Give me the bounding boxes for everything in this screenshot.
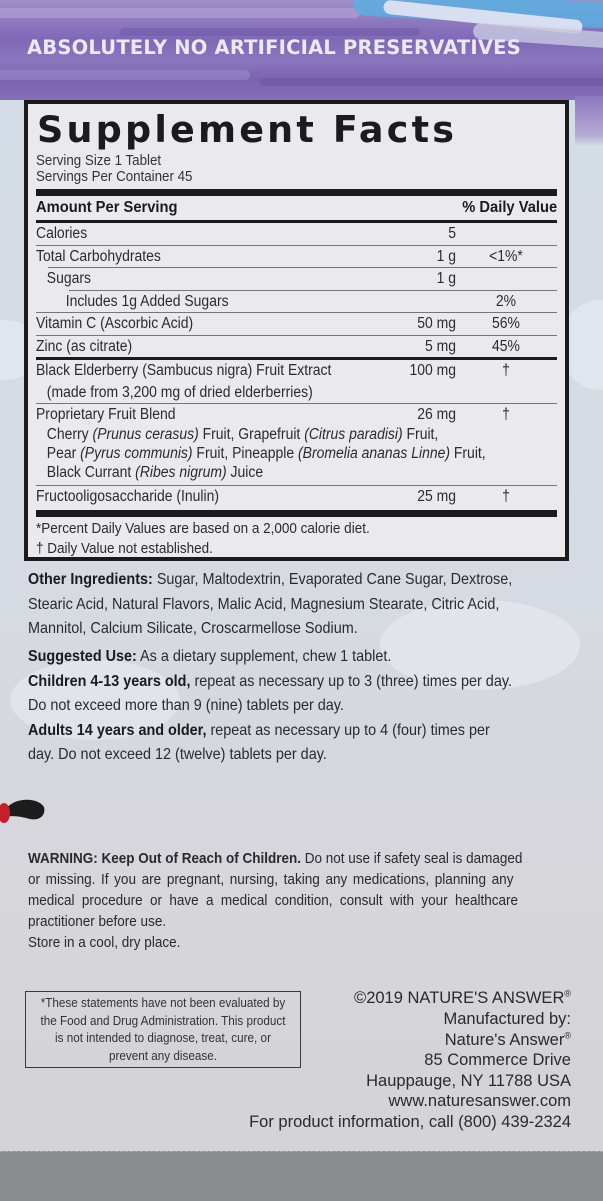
elderberry-note: (made from 3,200 mg of dried elderberries) <box>46 383 313 401</box>
suggested-use-text: As a dietary supplement, chew 1 tablet. <box>136 648 392 665</box>
facts-title: Supplement Facts <box>37 108 458 151</box>
fda-disclaimer-line: prevent any disease. <box>109 1047 217 1063</box>
nutrient-amount: 1 g <box>436 270 456 287</box>
warning-text: Do not use if safety seal is damaged <box>301 850 523 867</box>
adults-dosage-label: Adults 14 years and older, <box>28 721 207 739</box>
ingredient-amount: 25 mg <box>417 488 456 505</box>
nutrient-amount: 50 mg <box>417 315 456 332</box>
blend-text: Cherry <box>46 426 93 443</box>
warning-text: medical procedure or have a medical condition, consult with your healthcare <box>28 892 519 909</box>
ingredient-name: Black Elderberry (Sambucus nigra) Fruit Extract <box>36 362 332 379</box>
manufacturer-info <box>249 987 571 1132</box>
ingredient-row-inulin <box>36 486 557 508</box>
nutrient-dv: 2% <box>495 292 517 310</box>
adults-dosage-limit: day. Do not exceed 12 (twelve) tablets per day. <box>28 746 327 763</box>
blend-text: Pear <box>46 445 81 462</box>
children-dosage-text: repeat as necessary up to 3 (three) times per day. <box>190 672 512 690</box>
ingredient-name: Fructooligosaccharide (Inulin) <box>36 488 219 505</box>
paint-streak <box>0 70 250 80</box>
facts-header-row <box>36 196 557 220</box>
children-dosage-limit: Do not exceed more than 9 (nine) tablets per day. <box>28 697 344 714</box>
copyright-text: ©2019 NATURE'S ANSWER <box>354 989 565 1007</box>
children-dosage-label: Children 4-13 years old, <box>28 672 191 690</box>
storage-instructions: Store in a cool, dry place. <box>28 934 181 951</box>
divider-thick <box>36 189 557 196</box>
nutrient-name: Calories <box>36 225 88 242</box>
warning-label: WARNING: Keep Out of Reach of Children. <box>28 850 302 867</box>
website-link[interactable]: www.naturesanswer.com <box>388 1092 571 1110</box>
nutrient-row-zinc <box>36 336 557 358</box>
cartoon-character-edge-icon <box>0 795 46 831</box>
other-ingredients-text: Stearic Acid, Natural Flavors, Malic Acid, Magnesium Stearate, Citric Acid, <box>28 595 500 613</box>
daily-value-label: % Daily Value <box>462 199 557 216</box>
suggested-use <box>28 645 588 768</box>
ingredient-row-elderberry <box>36 360 557 382</box>
nutrient-row-sugars <box>36 268 557 290</box>
nutrient-name: Zinc (as citrate) <box>36 337 133 355</box>
paint-streak <box>260 78 603 86</box>
fda-disclaimer-line: the Food and Drug Administration. This product <box>40 1012 286 1028</box>
bottom-band <box>0 1151 603 1201</box>
top-banner <box>0 0 603 100</box>
blend-line-3 <box>36 463 505 482</box>
adults-dosage-text: repeat as necessary up to 4 (four) times per <box>206 721 490 739</box>
divider-thick <box>36 510 557 517</box>
latin-name: (Prunus cerasus) <box>92 426 199 443</box>
ingredient-dv: † <box>502 362 510 379</box>
other-ingredients-label: Other Ingredients: <box>28 571 153 588</box>
other-ingredients-text: Mannitol, Calcium Silicate, Croscarmellose Sodium. <box>28 620 358 637</box>
suggested-use-label: Suggested Use: <box>28 648 137 665</box>
serving-size: Serving Size 1 Tablet <box>36 153 162 169</box>
ingredient-dv: † <box>502 488 510 505</box>
latin-name: (Ribes nigrum) <box>135 464 227 481</box>
address-line-2: Hauppauge, NY 11788 USA <box>366 1071 571 1090</box>
phone-info: For product information, call (800) 439-2324 <box>249 1112 571 1131</box>
manufactured-by-label: Manufactured by: <box>443 1010 571 1028</box>
side-paint-patch <box>575 96 603 146</box>
nutrient-name: Vitamin C (Ascorbic Acid) <box>36 315 194 332</box>
blend-line-1 <box>36 425 505 444</box>
ingredient-dv: † <box>502 405 510 423</box>
ingredient-name: Proprietary Fruit Blend <box>36 405 176 423</box>
blend-text: Fruit, Pineapple <box>192 445 299 462</box>
address-line-1: 85 Commerce Drive <box>424 1051 571 1069</box>
blend-text: Black Currant <box>46 464 136 481</box>
footnote-dv-not-established: † Daily Value not established. <box>36 539 213 557</box>
other-ingredients <box>28 568 588 642</box>
fda-disclaimer-line: *These statements have not been evaluated by <box>40 995 286 1010</box>
nutrient-name: Includes 1g Added Sugars <box>65 292 229 310</box>
nutrient-dv: 45% <box>492 337 520 355</box>
latin-name: (Citrus paradisi) <box>304 426 403 443</box>
nutrient-dv: 56% <box>492 315 520 332</box>
banner-text: ABSOLUTELY NO ARTIFICIAL PRESERVATIVES <box>27 36 521 59</box>
blend-text: Fruit, <box>402 426 439 443</box>
nutrient-row-added-sugars <box>36 291 557 313</box>
footnote-daily-values: *Percent Daily Values are based on a 2,000 calorie diet. <box>36 519 370 537</box>
blend-text: Juice <box>226 464 264 481</box>
ingredient-amount: 26 mg <box>417 405 456 423</box>
paint-streak <box>0 8 360 18</box>
nutrient-amount: 5 <box>448 225 456 242</box>
ingredient-row-fruit-blend <box>36 404 557 426</box>
registered-mark: ® <box>564 1030 571 1040</box>
other-ingredients-text: Sugar, Maltodextrin, Evaporated Cane Sugar, Dextrose, <box>152 571 513 588</box>
company-name: Nature's Answer <box>444 1030 565 1049</box>
nutrient-amount: 1 g <box>436 247 456 265</box>
nutrient-name: Sugars <box>46 270 92 287</box>
paint-streak <box>120 28 420 36</box>
nutrient-row-vitamin-c <box>36 313 557 335</box>
nutrient-row-carbohydrates <box>36 246 557 268</box>
nutrient-amount: 5 mg <box>424 337 456 355</box>
nutrient-dv: <1%* <box>489 247 523 265</box>
warning-text: practitioner before use. <box>28 913 167 930</box>
ingredient-amount: 100 mg <box>409 362 456 379</box>
blend-line-2 <box>36 444 505 463</box>
nutrient-row-calories <box>36 223 557 245</box>
blend-text: Fruit, Grapefruit <box>198 426 305 443</box>
fda-disclaimer-line: is not intended to diagnose, treat, cure, or <box>55 1030 271 1045</box>
latin-name: (Bromelia ananas Linne) <box>298 445 451 462</box>
registered-mark: ® <box>564 988 571 999</box>
nutrient-name: Total Carbohydrates <box>36 247 161 265</box>
warning-section <box>28 848 568 953</box>
warning-text: or missing. If you are pregnant, nursing, taking any medications, planning any <box>28 871 514 888</box>
supplement-facts-panel <box>24 100 569 561</box>
latin-name: (Pyrus communis) <box>80 445 193 462</box>
servings-per-container: Servings Per Container 45 <box>36 168 193 185</box>
blend-text: Fruit, <box>450 445 486 462</box>
amount-per-serving-label: Amount Per Serving <box>36 199 178 216</box>
